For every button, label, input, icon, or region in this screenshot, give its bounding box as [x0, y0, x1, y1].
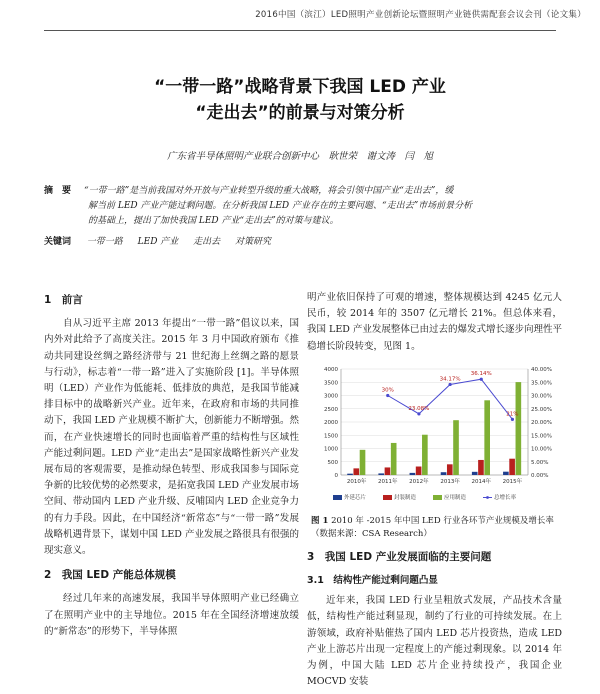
- y-left-tick-label: 1500: [324, 433, 338, 440]
- growth-data-label: 34.17%: [439, 376, 461, 383]
- abstract: [44, 184, 564, 229]
- bar-封装制造: [416, 466, 422, 474]
- x-tick-label: 2012年: [409, 478, 429, 485]
- legend-label: 应用制造: [444, 494, 467, 501]
- y-right-tick-label: 40.00%: [531, 366, 552, 373]
- bar-应用制造: [422, 435, 428, 475]
- keywords: [44, 234, 564, 247]
- y-right-tick-label: 30.00%: [531, 393, 552, 400]
- abstract-line-2: 解当前 LED 产业产能过剩问题。在分析我国 LED 产业存在的主要问题、“走出去”市场前景分析: [88, 201, 473, 211]
- header-rule: [44, 30, 556, 31]
- keyword: LED 产业: [137, 237, 179, 247]
- figure-1-chart: [307, 361, 562, 511]
- chart-svg: [307, 361, 562, 511]
- legend-swatch: [333, 495, 342, 500]
- bar-外延芯片: [378, 473, 384, 475]
- growth-point: [417, 412, 420, 415]
- legend-label: 总增长率: [494, 494, 517, 501]
- growth-data-label: 30%: [381, 387, 394, 394]
- legend-swatch: [486, 496, 489, 499]
- legend-swatch: [433, 495, 442, 500]
- bar-应用制造: [484, 400, 490, 475]
- section-3-heading: 3 我国 LED 产业发展面临的主要问题: [307, 550, 492, 563]
- section-3-1-heading: 3.1 结构性产能过剩问题凸显: [307, 575, 438, 587]
- bar-应用制造: [391, 443, 397, 475]
- growth-data-label: 23.08%: [408, 405, 430, 412]
- bar-应用制造: [360, 450, 366, 475]
- bar-外延芯片: [472, 472, 478, 475]
- authors: 广东省半导体照明产业联合创新中心 耿世荣 谢文涛 闫 旭: [166, 151, 433, 162]
- section-2-continued: 明产业依旧保持了可观的增速，整体规模达到 4245 亿元人民币，较 2014 年的 3507 亿元增长 21%。但总体来看，我国 LED 产业发展整体已由过去的爆发式增长逐步向理性平稳增长阶段转变，见图 1。: [307, 292, 562, 352]
- title-line-2: “走出去”的前景与对策分析: [195, 103, 405, 123]
- section-3-1-paragraph: 近年来，我国 LED 行业呈粗放式发展，产品技术含量低，结构性产能过剩显现，制约了行业的可持续发展。在上游领域，政府补贴催热了国内 LED 芯片投资热，造成 LED 产业上游芯片出现一定程度上的产能过剩现象。以 2014 年为例，中国大陆 LED 芯片企业持续投产，我国企业 MOCVD 安装: [307, 595, 562, 688]
- bar-封装制造: [353, 468, 359, 475]
- y-left-tick-label: 3000: [324, 393, 338, 400]
- section-2-paragraph: 经过几年来的高速发展，我国半导体照明产业已经确立了在照明产业中的主导地位。2015 年在全国经济增速放缓的“新常态”的形势下，半导体照: [44, 593, 299, 637]
- y-left-tick-label: 4000: [324, 366, 338, 373]
- abstract-label: 摘 要: [44, 186, 72, 196]
- y-right-tick-label: 25.00%: [531, 406, 552, 413]
- bar-外延芯片: [441, 472, 447, 475]
- caption-label: 图 1: [311, 515, 329, 526]
- right-column: [307, 290, 562, 694]
- bar-封装制造: [509, 459, 515, 475]
- section-1-paragraph: 自从习近平主席 2013 年提出“一带一路”倡议以来，国内外对此给予了高度关注。2015 年 3 月中国政府颁布《推动共同建设丝绸之路经济带与 21 世纪海上丝绸之路的愿景与行动》，标志着“一带一路”进入了实施阶段 [1]。半导体照明（LED）产业作为低能耗、低排放的典范，是我国节能减排目标中的战略新兴产业。近年来，在政府和市场的共同推动下，我国 LED 产业规模不断扩大，创新能力不断增强。然而，在产业快速增长的同时也面临着严重的结构性与区域性产能过剩问题。LED 产业“走出去”是国家战略性新兴产业发展布局的客观需要，是推动绿色转型、形成我国参与国际竞争新的比较优势的必然要求，是拓宽我国 LED 产业发展市场空间、带动国内 LED 产业升级、反哺国内 LED 企业竞争力的有力手段。因此，在中国经济“新常态”与“一带一路”发展战略机遇背景下，谋划中国 LED 产业发展之路很具有很强的现实意义。: [44, 318, 299, 557]
- y-left-tick-label: 1000: [324, 446, 338, 453]
- y-right-tick-label: 10.00%: [531, 446, 552, 453]
- y-right-tick-label: 35.00%: [531, 380, 552, 387]
- caption-text: 2010 年 -2015 年中国 LED 行业各环节产业规模及增长率（数据来源：CSA Research）: [311, 515, 554, 539]
- legend-label: 封装制造: [394, 494, 417, 501]
- y-right-tick-label: 15.00%: [531, 433, 552, 440]
- bar-应用制造: [453, 420, 459, 475]
- growth-point: [511, 418, 514, 421]
- title-line-1: “一带一路”战略背景下我国 LED 产业: [154, 77, 446, 97]
- paper-title: [0, 74, 600, 126]
- y-right-tick-label: 0.00%: [531, 472, 549, 479]
- x-tick-label: 2013年: [440, 478, 460, 485]
- growth-point: [386, 394, 389, 397]
- x-tick-label: 2015年: [502, 478, 523, 485]
- y-left-tick-label: 500: [327, 459, 338, 466]
- left-column: [44, 290, 299, 644]
- abstract-line-3: 的基础上，提出了加快我国 LED 产业“走出去”的对策与建议。: [88, 216, 339, 226]
- section-2-heading: 2 我国 LED 产能总体规模: [44, 569, 176, 582]
- y-left-tick-label: 2000: [324, 419, 338, 426]
- abstract-line-1: “一带一路”是当前我国对外开放与产业转型升级的重大战略，将会引领中国产业“走出去”，缓: [84, 186, 454, 196]
- bar-封装制造: [478, 460, 484, 475]
- keywords-label: 关键词: [44, 237, 72, 247]
- keyword: 走出去: [193, 237, 221, 247]
- y-left-tick-label: 2500: [324, 406, 338, 413]
- keyword: 对策研究: [235, 237, 272, 247]
- growth-data-label: 36.14%: [470, 371, 492, 378]
- growth-data-label: 21%: [506, 411, 519, 418]
- bar-封装制造: [447, 464, 453, 475]
- y-right-tick-label: 5.00%: [531, 459, 549, 466]
- bar-外延芯片: [410, 473, 416, 475]
- running-head: 2016中国（滨江）LED照明产业创新论坛暨照明产业链供需配套会议会刊（论文集）: [255, 10, 586, 20]
- growth-point: [448, 383, 451, 386]
- y-right-tick-label: 20.00%: [531, 419, 552, 426]
- y-left-tick-label: 0: [334, 472, 338, 479]
- x-tick-label: 2010年: [346, 478, 367, 485]
- x-tick-label: 2014年: [471, 478, 491, 485]
- legend-label: 外延芯片: [344, 494, 367, 501]
- bar-封装制造: [385, 467, 391, 475]
- bar-外延芯片: [503, 472, 509, 475]
- growth-point: [480, 377, 483, 380]
- keyword: 一带一路: [86, 237, 123, 247]
- legend-swatch: [383, 495, 392, 500]
- section-1-heading: 1 前言: [44, 294, 83, 306]
- x-tick-label: 2011年: [378, 478, 398, 485]
- y-left-tick-label: 3500: [324, 380, 338, 387]
- figure-1-caption: [307, 515, 562, 541]
- bar-外延芯片: [347, 473, 353, 474]
- bar-应用制造: [516, 382, 522, 475]
